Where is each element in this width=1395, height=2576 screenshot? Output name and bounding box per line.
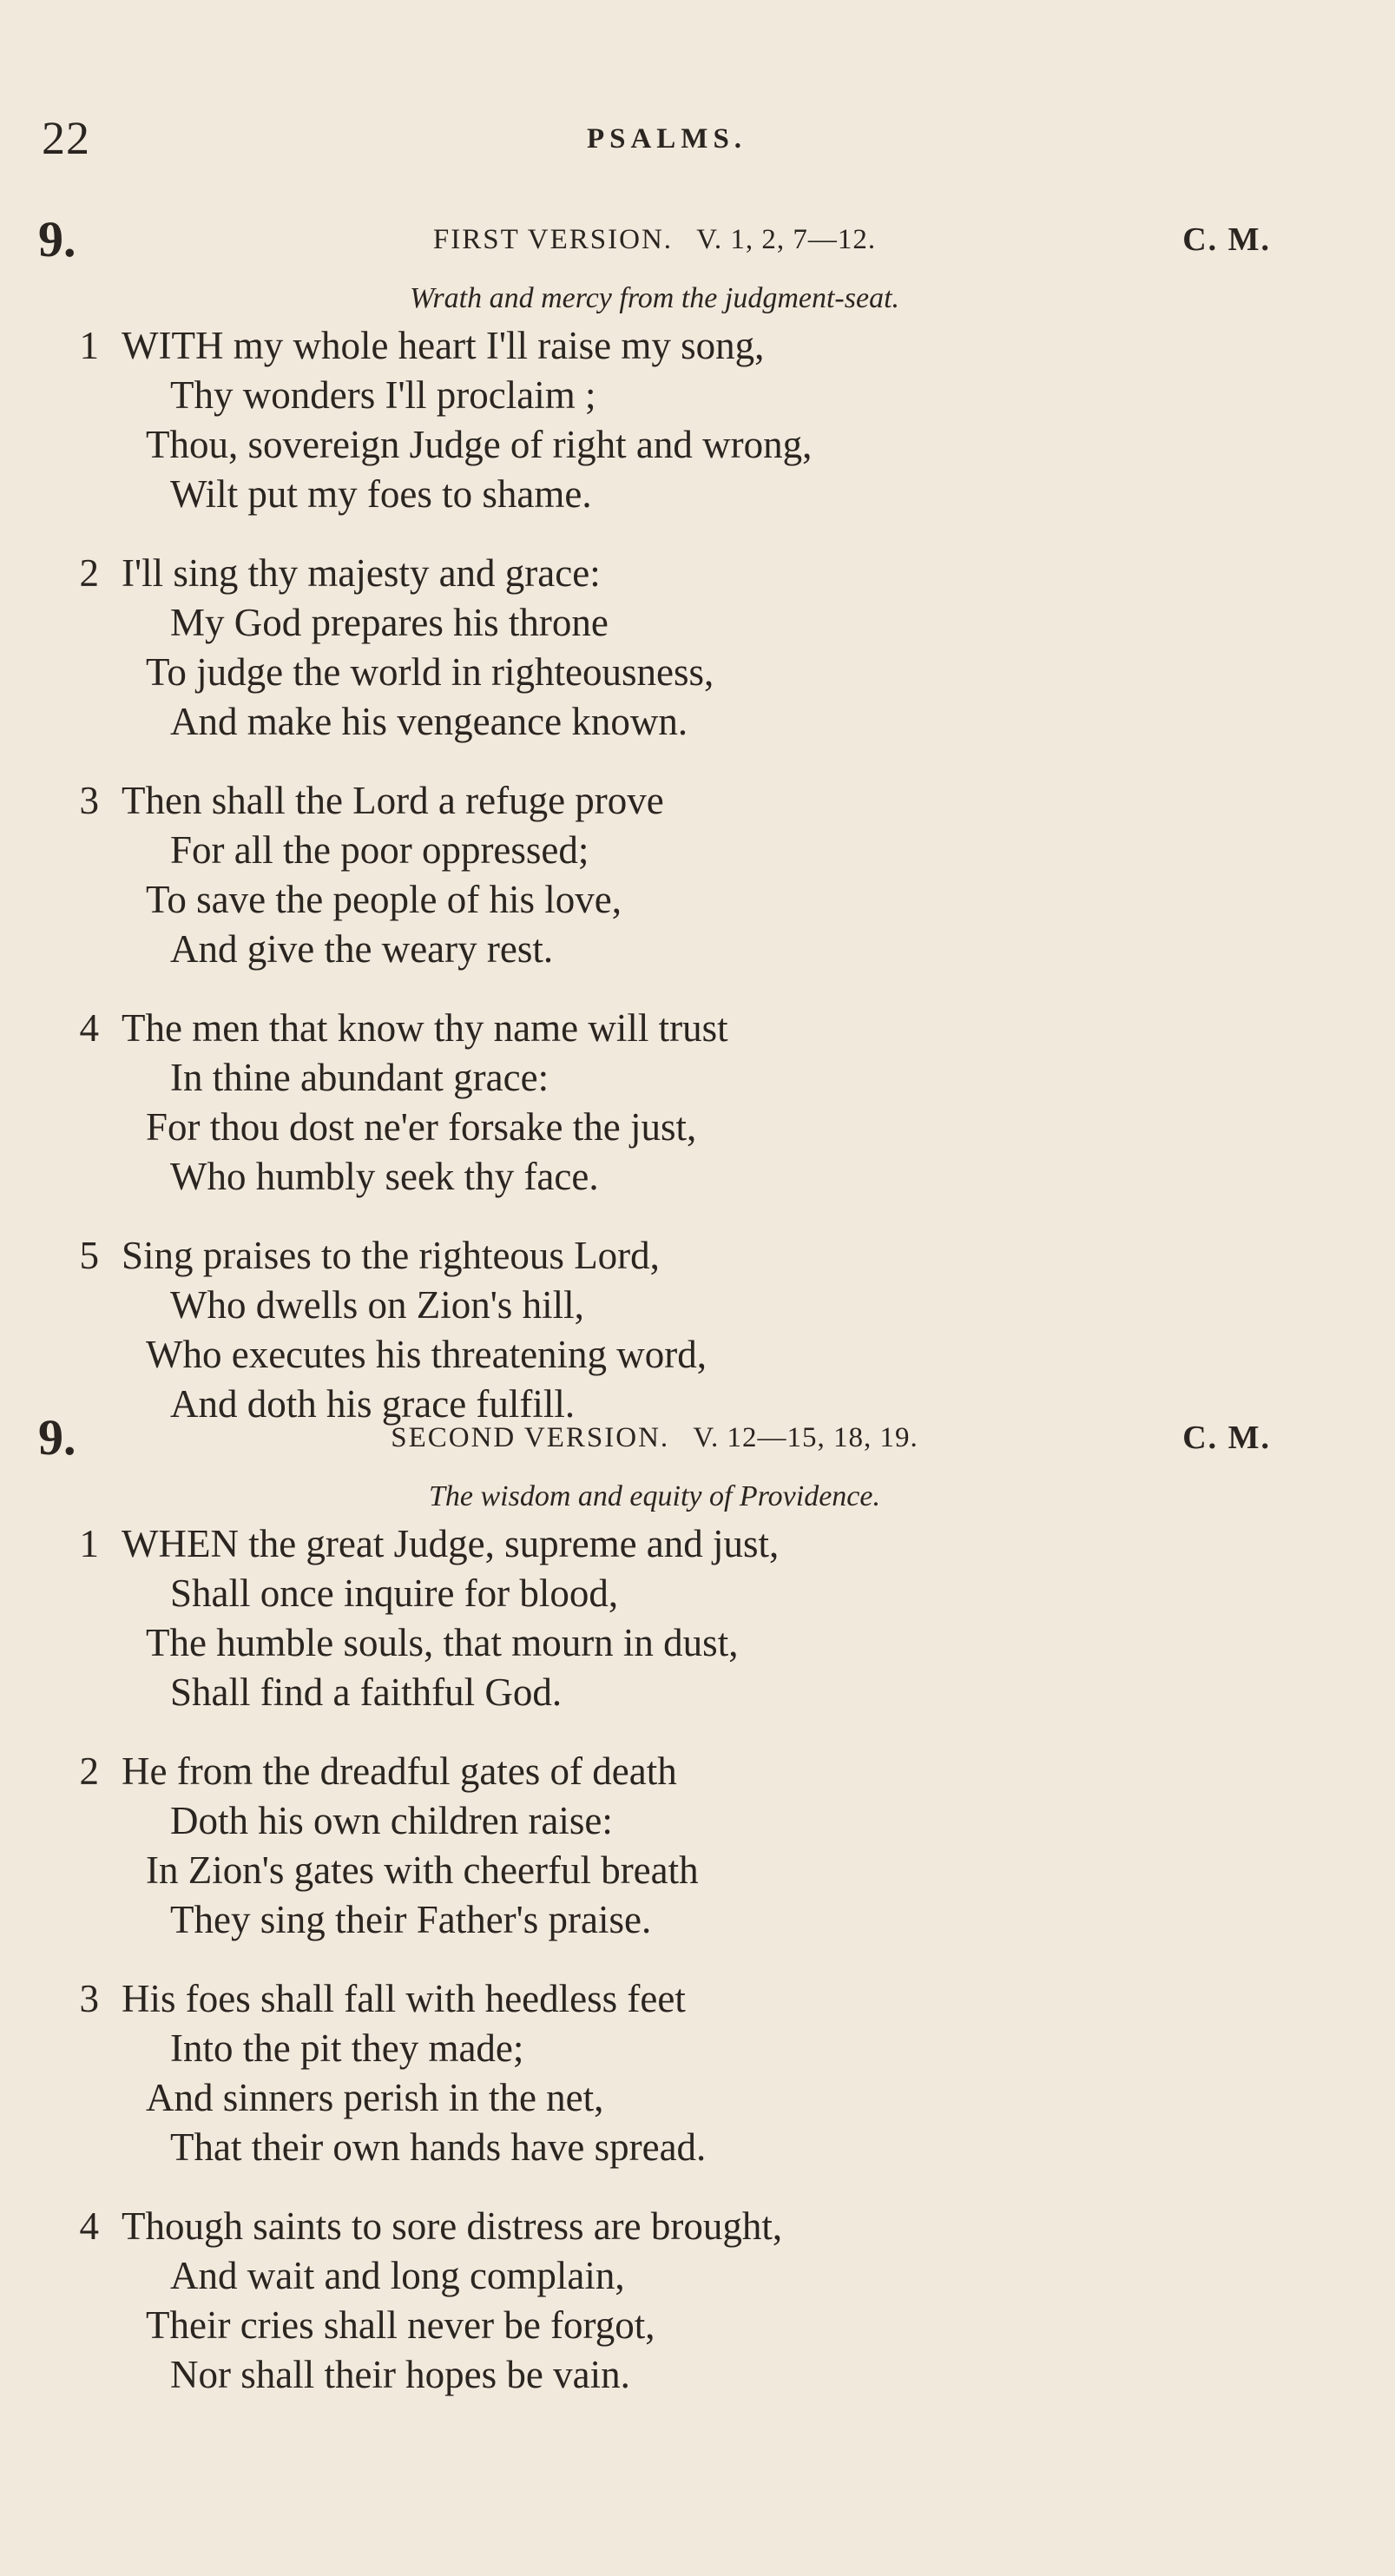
stanza-line: My God prepares his throne [170,601,609,644]
stanza-number: 5 [79,1234,99,1277]
stanza-line: The humble souls, that mourn in dust, [146,1621,739,1664]
hymn-second-version [38,1409,1271,2429]
hymn-heading [38,211,1271,269]
version-title: FIRST VERSION. [432,224,674,255]
stanza-number: 1 [79,324,99,367]
line-text: His foes shall fall with heedless feet [122,1977,686,2020]
line-text: Sing praises to the righteous Lord, [122,1234,660,1277]
stanza [38,1004,1271,1202]
line-text: WHEN the great Judge, supreme and just, [122,1522,780,1565]
line-text: WITH my whole heart I'll raise my song, [122,324,765,367]
meter: C. M. [1182,1420,1271,1456]
meter: C. M. [1182,221,1271,258]
stanza [38,776,1271,974]
stanza-line [38,1747,1271,1796]
stanza-line: In thine abundant grace: [170,1056,549,1099]
stanza-line: For all the poor oppressed; [170,828,589,872]
version-title: SECOND VERSION. [391,1422,670,1453]
stanza [38,1747,1271,1945]
stanza-line: In Zion's gates with cheerful breath [146,1848,699,1892]
stanza-line [38,1004,1271,1053]
stanza-line [38,1974,1271,2024]
version-verses: V. 1, 2, 7—12. [696,224,877,255]
stanza-line [38,549,1271,598]
psalm-number: 9. [38,1409,76,1466]
line-text: He from the dreadful gates of death [122,1749,677,1793]
line-text: Then shall the Lord a refuge prove [122,779,664,822]
stanza-line: Nor shall their hopes be vain. [170,2353,630,2396]
page-header [42,111,1292,181]
stanza [38,1974,1271,2172]
stanza-line: And give the weary rest. [170,927,554,971]
stanza-line: Into the pit they made; [170,2026,524,2070]
version-line [38,224,1271,256]
stanza-line [38,1231,1271,1281]
stanza [38,1519,1271,1717]
stanza-number: 4 [79,1006,99,1050]
stanza-number: 4 [79,2204,99,2248]
stanza-line: They sing their Father's praise. [170,1898,652,1941]
stanza-line [38,776,1271,826]
stanza [38,2202,1271,2400]
stanza-line: Who executes his threatening word, [146,1333,707,1376]
stanza [38,549,1271,747]
stanza-line [38,321,1271,371]
stanza-line: And wait and long complain, [170,2254,625,2297]
version-line [38,1422,1271,1454]
stanza-line: Wilt put my foes to shame. [170,472,592,516]
stanza [38,1231,1271,1429]
hymn-heading [38,1409,1271,1467]
stanza-line: To judge the world in righteousness, [146,650,714,694]
version-verses: V. 12—15, 18, 19. [693,1422,918,1453]
stanza-line: For thou dost ne'er forsake the just, [146,1105,697,1149]
stanza-line: And make his vengeance known. [170,700,688,743]
stanza-line: And doth his grace fulfill. [170,1382,576,1426]
hymn-first-version [38,211,1271,1459]
stanza-line: Who humbly seek thy face. [170,1155,599,1198]
page-number: 22 [42,112,90,164]
stanza-line: Who dwells on Zion's hill, [170,1283,584,1327]
stanza-line: Their cries shall never be forgot, [146,2303,655,2347]
stanza-number: 3 [79,779,99,822]
stanza-line: Shall find a faithful God. [170,1670,563,1714]
stanza-line: To save the people of his love, [146,878,622,921]
stanza-number: 1 [79,1522,99,1565]
running-title: PSALMS. [586,123,747,155]
stanza-line [38,2202,1271,2251]
line-text: Though saints to sore distress are brought, [122,2204,783,2248]
stanza-line: And sinners perish in the net, [146,2076,604,2119]
stanza-number: 2 [79,551,99,595]
psalm-number: 9. [38,211,76,267]
stanza-line: Doth his own children raise: [170,1799,613,1842]
line-text: The men that know thy name will trust [122,1006,728,1050]
stanza-number: 3 [79,1977,99,2020]
stanza [38,321,1271,519]
hymn-subtitle: The wisdom and equity of Providence. [429,1480,880,1512]
line-text: I'll sing thy majesty and grace: [122,551,601,595]
stanza-line [38,1519,1271,1569]
stanza-number: 2 [79,1749,99,1793]
hymn-subtitle: Wrath and mercy from the judgment-seat. [409,282,900,314]
stanza-line: Thou, sovereign Judge of right and wrong, [146,423,813,466]
stanza-line: Shall once inquire for blood, [170,1571,619,1615]
stanza-line: That their own hands have spread. [170,2125,707,2169]
stanza-line: Thy wonders I'll proclaim ; [170,373,596,417]
